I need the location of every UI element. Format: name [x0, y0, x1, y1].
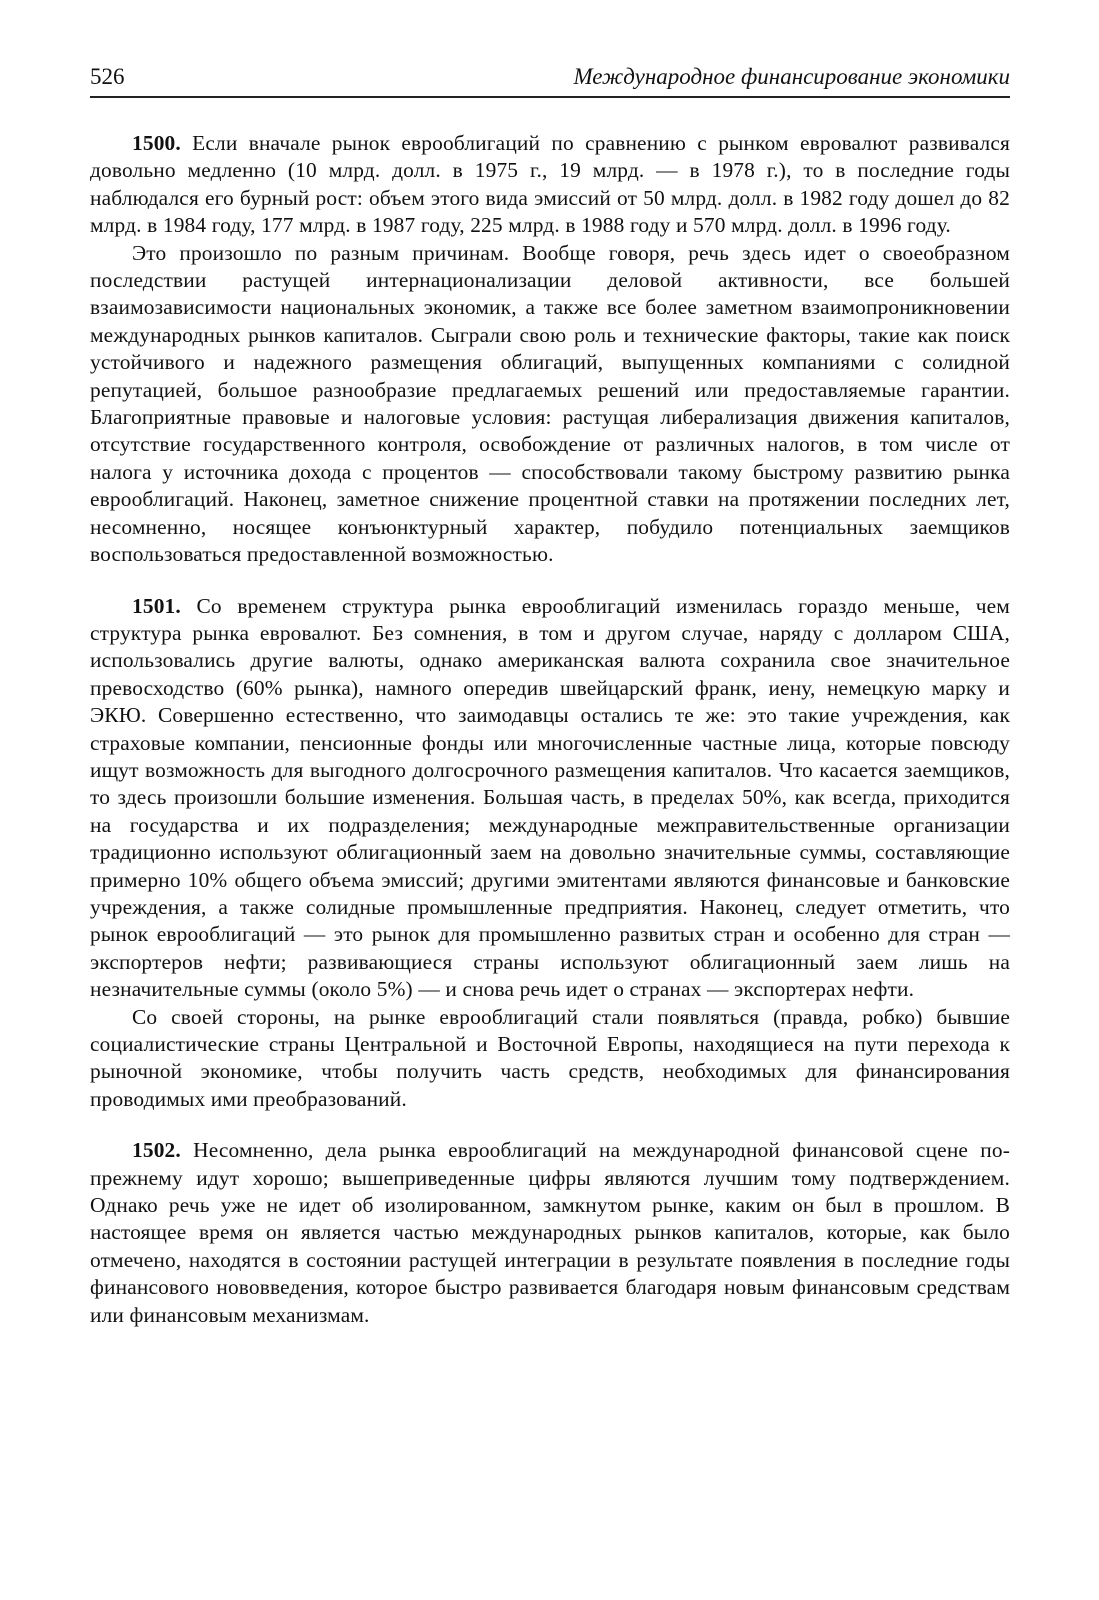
book-page — [90, 62, 1010, 1353]
paragraph-text: Со своей стороны, на рынке еврооблигаций стали появляться (правда, робко) бывшие социалистические страны Центральной и Восточной Европы, находящиеся на пути перехода к рыночной экономике, чтобы получить часть средств, необходимых для финансирования проводимых ими преобразований. — [90, 1004, 1010, 1111]
page-body — [90, 130, 1010, 1329]
paragraph — [90, 240, 1010, 569]
section-1500 — [90, 130, 1010, 569]
paragraph-text: Несомненно, дела рынка еврооблигаций на международной финансовой сцене по-прежнему идут хорошо; вышеприведенные цифры являются лучшим тому подтверждением. Однако речь уже не идет об изолированном, замкнутом рынке, каким он был в прошлом. В настоящее время он является частью международных рынков капиталов, которые, как было отмечено, находятся в состоянии растущей интеграции в результате появления в последние годы финансового нововведения, которое быстро развивается благодаря новым финансовым средствам или финансовым механизмам. — [90, 1138, 1010, 1327]
section-number: 1500. — [132, 131, 181, 155]
section-1502 — [90, 1137, 1010, 1329]
section-1501 — [90, 593, 1010, 1114]
page-header — [90, 62, 1010, 98]
running-title: Международное финансирование экономики — [573, 64, 1010, 89]
page-number: 526 — [90, 64, 125, 89]
section-number: 1502. — [132, 1138, 181, 1163]
paragraph — [90, 1004, 1010, 1114]
paragraph-text: Со временем структура рынка еврооблигаций изменилась гораздо меньше, чем структура рынка евровалют. Без сомнения, в том и другом случае, наряду с долларом США, использовались другие валюты, однако американская валюта сохранила свое значительное превосходство (60% рынка), намного опередив швейцарский франк, иену, немецкую марку и ЭКЮ. Совершенно естественно, что заимодавцы остались те же: это такие учреждения, как страховые компании, пенсионные фонды или многочисленные частные лица, которые повсюду ищут возможность для выгодного долгосрочного размещения капиталов. Что касается заемщиков, то здесь произошли большие изменения. Большая часть, в пределах 50%, как всегда, приходится на государства и их подразделения; международные межправительственные организации традиционно используют облигационный заем на довольно значительные суммы, составляющие примерно 10% общего объема эмиссий; другими эмитентами являются финансовые и банковские учреждения, а также солидные промышленные предприятия. Наконец, следует отметить, что рынок еврооблигаций — это рынок для промышленно развитых стран и особенно для стран — экспортеров нефти; развивающиеся страны используют облигационный заем лишь на незначительные суммы (около 5%) — и снова речь идет о странах — экспортерах нефти. — [90, 593, 1010, 1002]
section-number: 1501. — [132, 593, 181, 618]
paragraph — [90, 130, 1010, 240]
paragraph-text: Это произошло по разным причинам. Вообще говоря, речь здесь идет о своеобразном последствии растущей интернационализации деловой активности, все большей взаимозависимости национальных экономик, а также все более заметном взаимопроникновении международных рынков капиталов. Сыграли свою роль и технические факторы, такие как поиск устойчивого и надежного размещения облигаций, выпущенных компаниями с солидной репутацией, большое разнообразие предлагаемых решений или предоставляемые гарантии. Благоприятные правовые и налоговые условия: растущая либерализация движения капиталов, отсутствие государственного контроля, освобождение от различных налогов, в том числе от налога у источника дохода с процентов — способствовали такому быстрому развитию рынка еврооблигаций. Наконец, заметное снижение процентной ставки на протяжении последних лет, несомненно, носящее конъюнктурный характер, побудило потенциальных заемщиков воспользоваться предоставленной возможностью. — [90, 240, 1010, 567]
paragraph — [90, 593, 1010, 1004]
paragraph-text: Если вначале рынок еврооблигаций по сравнению с рынком евровалют развивался довольно медленно (10 млрд. долл. в 1975 г., 19 млрд. — в 1978 г.), то в последние годы наблюдался его бурный рост: объем этого вида эмиссий от 50 млрд. долл. в 1982 году дошел до 82 млрд. в 1984 году, 177 млрд. в 1987 году, 225 млрд. в 1988 году и 570 млрд. долл. в 1996 году. — [90, 131, 1011, 238]
paragraph — [90, 1137, 1010, 1329]
